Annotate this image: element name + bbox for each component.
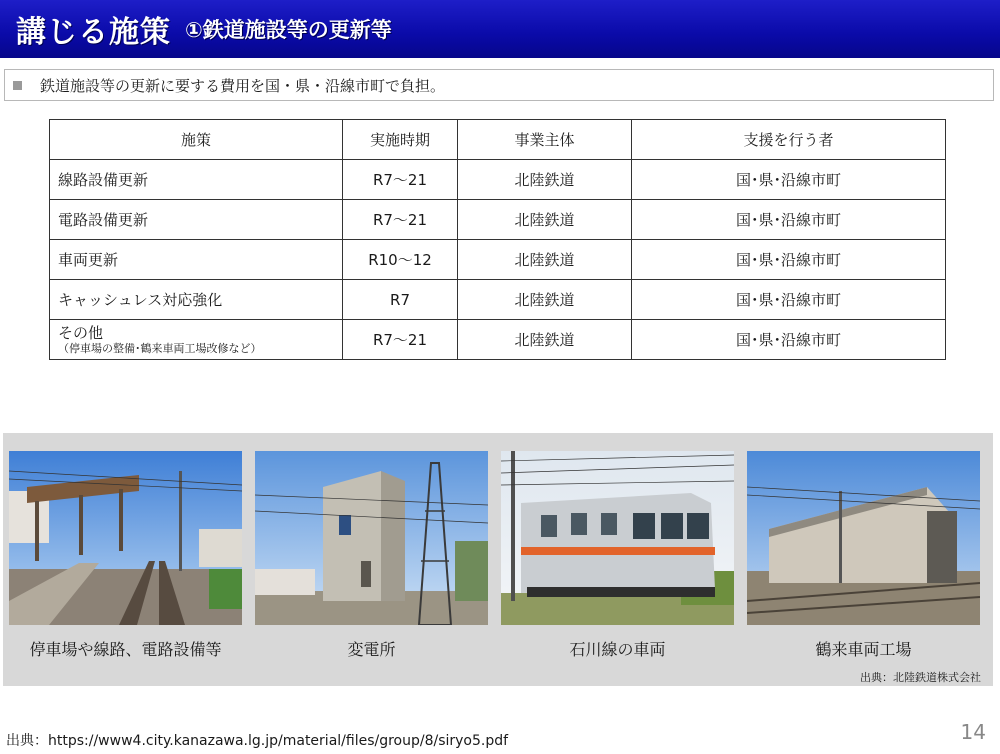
summary-text: 鉄道施設等の更新に要する費用を国・県・沿線市町で負担。 [40, 76, 446, 95]
row-period: R7～21 [343, 320, 458, 360]
row-entity: 北陸鉄道 [458, 320, 632, 360]
photo-panel [3, 433, 993, 686]
row-entity: 北陸鉄道 [458, 160, 632, 200]
table-row [50, 240, 946, 280]
page-title: 講じる施策 [16, 15, 171, 50]
row-period: R10～12 [343, 240, 458, 280]
table-row [50, 320, 946, 360]
header-bar [0, 0, 1000, 58]
photo-caption: 停車場や線路、電路設備等 [29, 640, 222, 659]
row-supporters: 国･県･沿線市町 [632, 280, 946, 320]
row-period: R7～21 [343, 160, 458, 200]
page-subtitle: ①鉄道施設等の更新等 [185, 18, 392, 42]
measures-table [49, 119, 946, 360]
photo-caption: 石川線の車両 [569, 640, 666, 659]
row-measure: キャッシュレス対応強化 [50, 280, 343, 320]
row-measure: 線路設備更新 [50, 160, 343, 200]
photo-source: 出典：北陸鉄道株式会社 [860, 671, 981, 684]
header-period: 実施時期 [343, 120, 458, 160]
table-header-row [50, 120, 946, 160]
row-entity: 北陸鉄道 [458, 280, 632, 320]
row-supporters: 国･県･沿線市町 [632, 200, 946, 240]
table-row [50, 280, 946, 320]
row-supporters: 国･県･沿線市町 [632, 160, 946, 200]
photo-caption: 鶴来車両工場 [815, 640, 912, 659]
row-measure-note: （停車場の整備･鶴来車両工場改修など） [58, 341, 262, 355]
row-period: R7～21 [343, 200, 458, 240]
row-entity: 北陸鉄道 [458, 240, 632, 280]
header-entity: 事業主体 [458, 120, 632, 160]
header-measure: 施策 [50, 120, 343, 160]
row-measure-cell [50, 320, 343, 360]
table-row [50, 200, 946, 240]
row-supporters: 国･県･沿線市町 [632, 240, 946, 280]
photo-train [501, 451, 734, 625]
photo-depot [747, 451, 980, 625]
footer-source: 出典：https://www4.city.kanazawa.lg.jp/material/files/group/8/siryo5.pdf [6, 733, 509, 749]
row-measure: 車両更新 [50, 240, 343, 280]
square-bullet-icon [13, 81, 22, 90]
photo-substation [255, 451, 488, 625]
photo-caption: 変電所 [347, 640, 396, 659]
row-supporters: 国･県･沿線市町 [632, 320, 946, 360]
photo-station-tracks [9, 451, 242, 625]
row-measure: その他 [58, 323, 104, 342]
header-supporters: 支援を行う者 [632, 120, 946, 160]
summary-box [4, 69, 994, 101]
row-entity: 北陸鉄道 [458, 200, 632, 240]
table-row [50, 160, 946, 200]
row-period: R7 [343, 280, 458, 320]
row-measure: 電路設備更新 [50, 200, 343, 240]
page-number: 14 [960, 720, 986, 744]
